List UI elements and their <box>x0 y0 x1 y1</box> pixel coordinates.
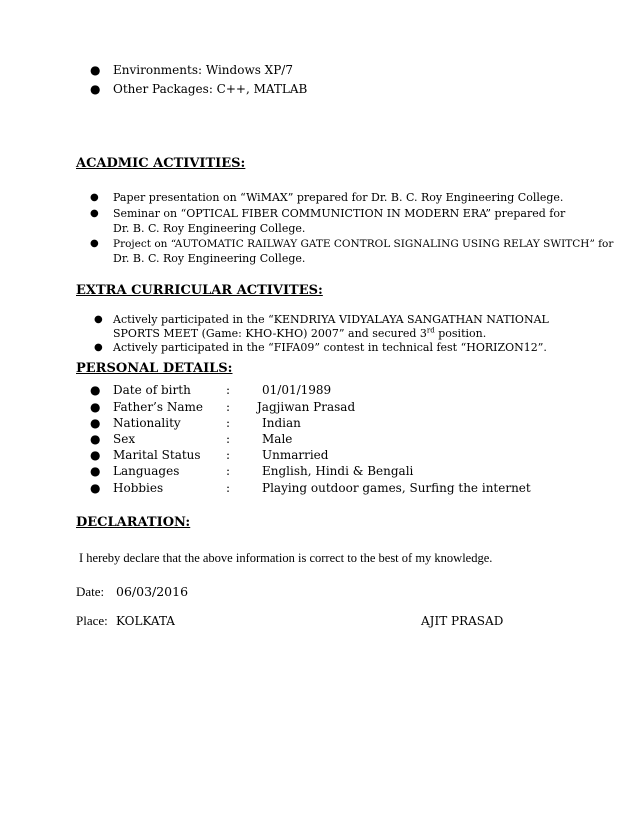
bullet: ● <box>90 448 101 462</box>
date-value: 06/03/2016 <box>116 584 189 599</box>
academic-item-continuation: Dr. B. C. Roy Engineering College. <box>113 222 306 235</box>
detail-value: 01/01/1989 <box>262 383 332 397</box>
environment-item: Environments: Windows XP/7 <box>113 63 293 77</box>
detail-label: Nationality <box>113 416 181 430</box>
academic-item-continuation: Dr. B. C. Roy Engineering College. <box>113 252 306 265</box>
detail-label: Sex <box>113 432 136 446</box>
extra-item: Actively participated in the “KENDRIYA VIDYALAYA SANGATHAN NATIONAL <box>113 313 549 326</box>
detail-value: Unmarried <box>262 448 329 462</box>
academic-item: Paper presentation on “WiMAX” prepared for Dr. B. C. Roy Engineering College. <box>113 191 564 204</box>
bullet: ● <box>90 464 101 478</box>
detail-value: Playing outdoor games, Surfing the internet <box>262 481 531 495</box>
detail-label: Marital Status <box>113 448 201 462</box>
academic-item: Seminar on “OPTICAL FIBER COMMUNICTION IN MODERN ERA” prepared for <box>113 207 566 220</box>
detail-value: Indian <box>262 416 301 430</box>
declaration-text: I hereby declare that the above information is correct to the best of my knowledge. <box>79 551 493 565</box>
bullet: ● <box>90 63 101 77</box>
detail-separator: : <box>226 432 231 446</box>
detail-separator: : <box>226 416 231 430</box>
detail-label: Father’s Name <box>113 400 203 414</box>
detail-label: Hobbies <box>113 481 164 495</box>
ordinal-suffix: rd <box>426 326 435 335</box>
extra-curricular-heading: EXTRA CURRICULAR ACTIVITES: <box>76 283 323 298</box>
detail-value: Male <box>262 432 293 446</box>
packages-item: Other Packages: C++, MATLAB <box>113 82 308 96</box>
detail-separator: : <box>226 481 231 495</box>
place-label: Place: <box>76 613 108 628</box>
detail-separator: : <box>226 400 231 414</box>
detail-value: English, Hindi & Bengali <box>262 464 414 478</box>
place-value: KOLKATA <box>116 614 175 628</box>
detail-separator: : <box>226 383 231 397</box>
signature-name: AJIT PRASAD <box>421 614 504 628</box>
detail-value: Jagjiwan Prasad <box>257 400 356 414</box>
bullet: ● <box>90 416 101 430</box>
personal-heading: PERSONAL DETAILS: <box>76 361 233 376</box>
bullet: ● <box>90 481 101 495</box>
declaration-heading: DECLARATION: <box>76 515 191 530</box>
extra-item-continuation: SPORTS MEET (Game: KHO-KHO) 2007” and secured 3rd position. <box>113 326 487 340</box>
detail-label: Languages <box>113 464 180 478</box>
bullet: ● <box>90 383 101 397</box>
bullet: ● <box>90 238 99 249</box>
date-label: Date: <box>76 584 105 599</box>
bullet: ● <box>90 208 99 219</box>
academic-heading: ACADMIC ACTIVITIES: <box>76 156 246 171</box>
detail-separator: : <box>226 448 231 462</box>
bullet: ● <box>90 432 101 446</box>
bullet: ● <box>90 82 101 96</box>
bullet: ● <box>94 342 103 353</box>
extra-item: Actively participated in the “FIFA09” contest in technical fest “HORIZON12”. <box>113 341 547 354</box>
detail-separator: : <box>226 464 231 478</box>
bullet: ● <box>90 192 99 203</box>
detail-label: Date of birth <box>113 383 191 397</box>
bullet: ● <box>94 314 103 325</box>
bullet: ● <box>90 400 101 414</box>
academic-item: Project on “AUTOMATIC RAILWAY GATE CONTROL SIGNALING USING RELAY SWITCH” for <box>113 238 614 250</box>
